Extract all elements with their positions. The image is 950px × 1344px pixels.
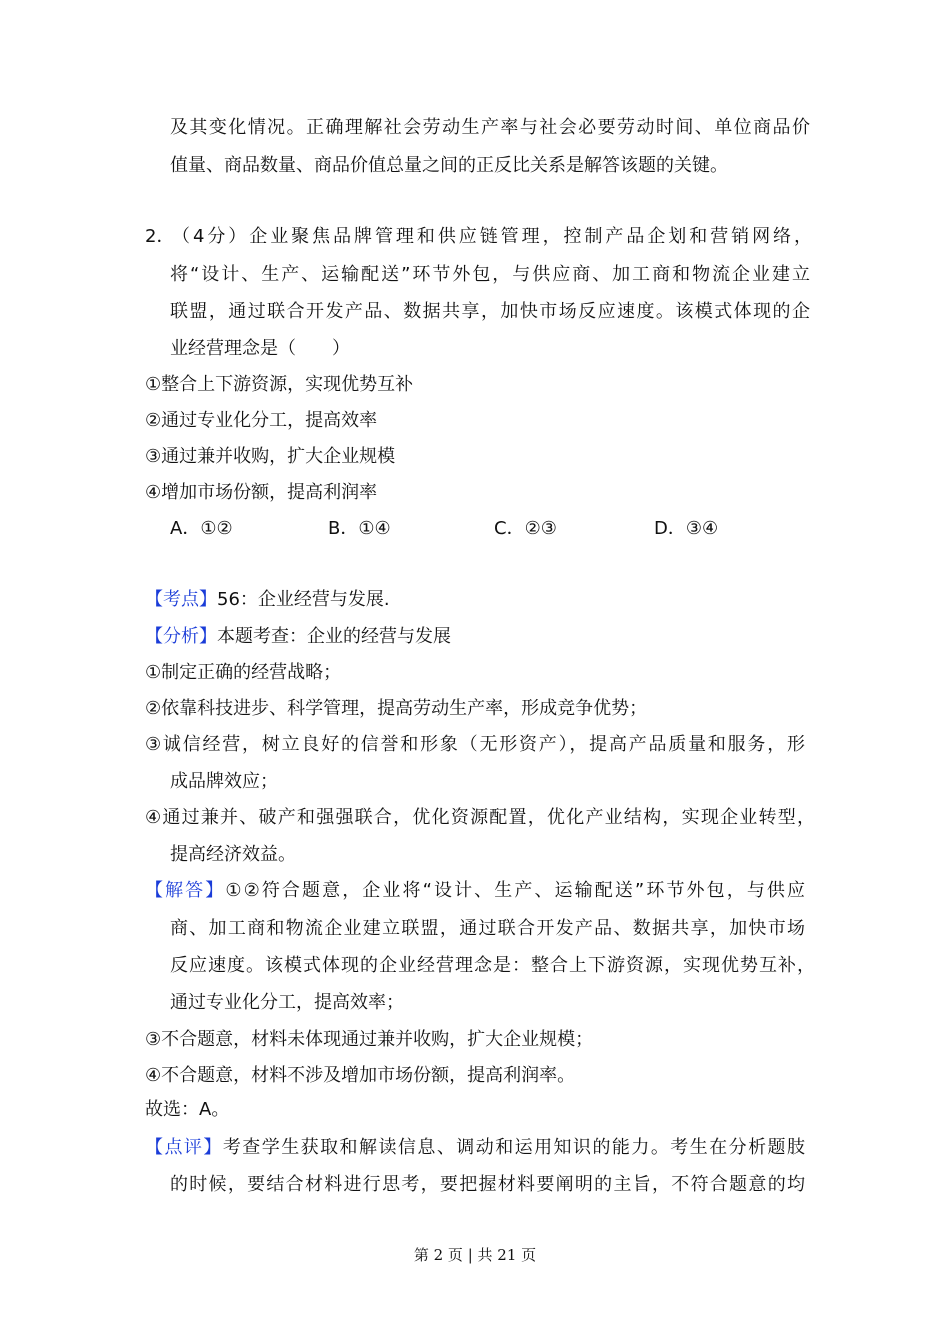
jieda-text: ①②符合题意，企业将“设计、生产、运输配送”环节外包，与供应 <box>225 880 806 901</box>
question-number: 2． <box>145 226 175 247</box>
text-line: ④不合题意，材料不涉及增加市场份额，提高利润率。 <box>145 1065 576 1086</box>
question-stem: 将“设计、生产、运输配送”环节外包，与供应商、加工商和物流企业建立 <box>170 264 810 285</box>
statement: ②通过专业化分工，提高效率 <box>145 410 378 431</box>
kaodian-tag: 【考点】 <box>145 589 217 610</box>
text-line: ③不合题意，材料未体现通过兼并收购，扩大企业规模； <box>145 1029 594 1050</box>
statement: ③通过兼并收购，扩大企业规模 <box>145 446 396 467</box>
dianping-tag: 【点评】 <box>145 1137 223 1158</box>
jieda-section <box>145 879 805 903</box>
text-line: ③诚信经营，树立良好的信誉和形象（无形资产），提高产品质量和服务，形 <box>145 734 805 755</box>
page-footer: 第 2 页 | 共 21 页 <box>413 1246 537 1264</box>
question-stem: （4分）企业聚焦品牌管理和供应链管理，控制产品企划和营销网络， <box>172 226 812 247</box>
answer-line: 故选：A。 <box>145 1099 230 1120</box>
option-b: B．①④ <box>328 518 391 539</box>
jieda-tag: 【解答】 <box>145 880 226 901</box>
option-a: A．①② <box>170 518 233 539</box>
fenxi-section <box>145 625 451 649</box>
kaodian-section <box>145 588 390 612</box>
text-line: 的时候，要结合材料进行思考，要把握材料要阐明的主旨，不符合题意的均 <box>170 1174 805 1195</box>
text-line: 提高经济效益。 <box>170 844 296 865</box>
option-c: C．②③ <box>494 518 557 539</box>
question-stem: 联盟，通过联合开发产品、数据共享，加快市场反应速度。该模式体现的企 <box>170 301 810 322</box>
text-line: 商、加工商和物流企业建立联盟，通过联合开发产品、数据共享，加快市场 <box>170 918 805 939</box>
text-line: 反应速度。该模式体现的企业经营理念是：整合上下游资源，实现优势互补， <box>170 955 815 976</box>
question-stem: 业经营理念是（ ） <box>170 338 350 359</box>
dianping-section <box>145 1136 805 1160</box>
kaodian-text: 56：企业经营与发展. <box>217 589 390 610</box>
fenxi-text: 本题考查：企业的经营与发展 <box>217 626 451 647</box>
text-line: 值量、商品数量、商品价值总量之间的正反比关系是解答该题的关键。 <box>170 155 728 176</box>
text-line: ②依靠科技进步、科学管理，提高劳动生产率，形成竞争优势； <box>145 698 648 719</box>
text-line: 通过专业化分工，提高效率； <box>170 992 404 1013</box>
text-line: 成品牌效应； <box>170 771 278 792</box>
text-line: 及其变化情况。正确理解社会劳动生产率与社会必要劳动时间、单位商品价 <box>170 117 810 138</box>
dianping-text: 考查学生获取和解读信息、调动和运用知识的能力。考生在分析题肢 <box>222 1137 806 1158</box>
text-line: ④通过兼并、破产和强强联合，优化资源配置，优化产业结构，实现企业转型， <box>145 807 815 828</box>
option-d: D．③④ <box>654 518 719 539</box>
text-line: ①制定正确的经营战略； <box>145 662 342 683</box>
statement: ④增加市场份额，提高利润率 <box>145 482 378 503</box>
statement: ①整合上下游资源，实现优势互补 <box>145 374 414 395</box>
fenxi-tag: 【分析】 <box>145 626 217 647</box>
